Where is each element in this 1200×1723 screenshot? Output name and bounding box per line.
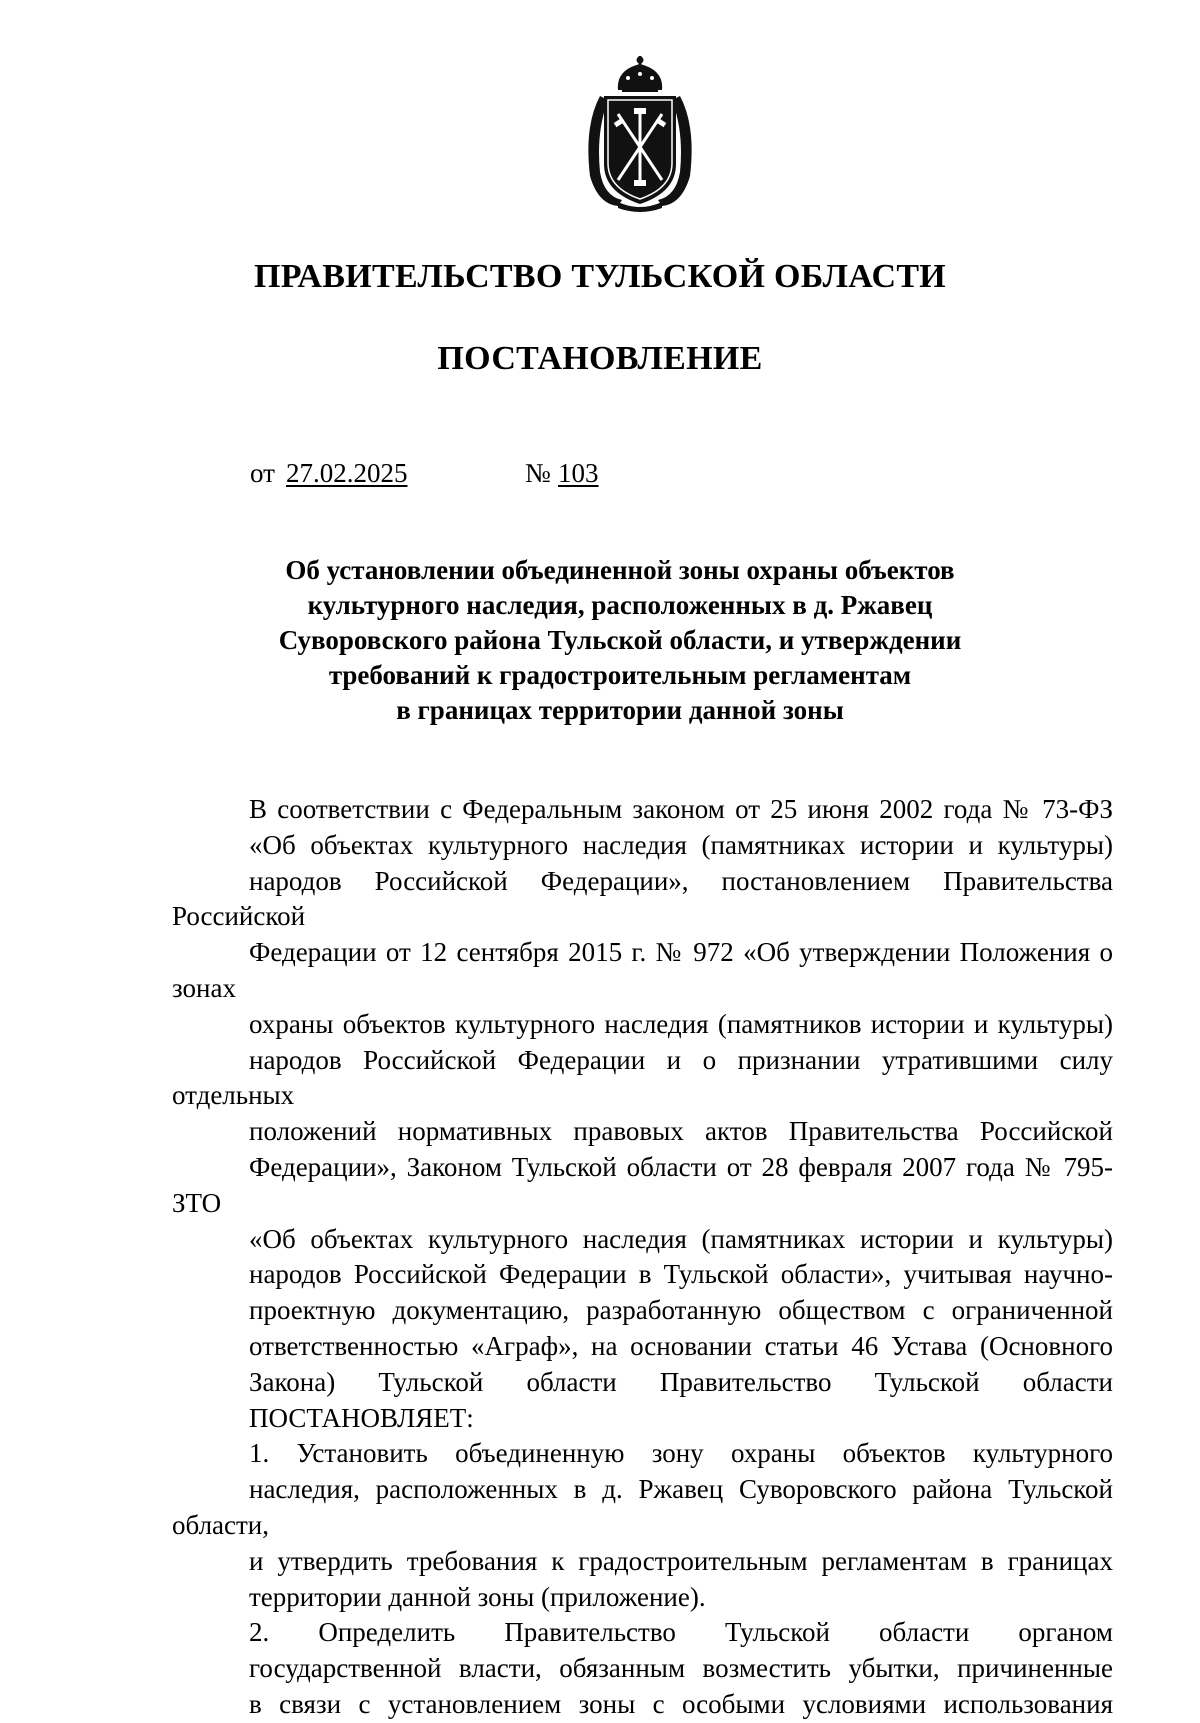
text-line: народов Российской Федерации и о признании утратившими силу отдельных <box>172 1044 1113 1111</box>
tula-coat-of-arms-icon <box>578 56 702 212</box>
item-2-paragraph <box>172 1615 1113 1722</box>
text-line: ПОСТАНОВЛЯЕТ: <box>249 1402 474 1433</box>
text-line: «Об объектах культурного наследия (памятниках истории и культуры) <box>249 829 1113 860</box>
item-1-paragraph <box>172 1436 1113 1615</box>
date-prefix: от <box>250 458 275 488</box>
text-line: 1. Установить объединенную зону охраны объектов культурного <box>249 1438 1113 1469</box>
text-line: В соответствии с Федеральным законом от 25 июня 2002 года № 73-ФЗ <box>249 794 1113 824</box>
text-line: проектную документацию, разработанную обществом с ограниченной <box>249 1295 1113 1326</box>
text-line: Федерации от 12 сентября 2015 г. № 972 «Об утверждении Положения о зонах <box>172 937 1113 1003</box>
title-line: в границах территории данной зоны <box>396 695 844 725</box>
title-line: требований к градостроительным регламентам <box>328 660 912 690</box>
document-title <box>230 553 1010 728</box>
preamble-paragraph <box>172 792 1113 1436</box>
text-line: народов Российской Федерации», постановлением Правительства Российской <box>172 865 1113 932</box>
text-line: в связи с установлением зоны с особыми условиями использования <box>249 1688 1113 1719</box>
title-line: Суворовского района Тульской области, и утверждении <box>278 625 962 655</box>
document-number: 103 <box>558 458 599 488</box>
title-line: культурного наследия, расположенных в д. Ржавец <box>307 590 933 620</box>
document-type: ПОСТАНОВЛЕНИЕ <box>437 340 763 377</box>
text-line: положений нормативных правовых актов Правительства Российской <box>249 1116 1113 1147</box>
text-line: наследия, расположенных в д. Ржавец Суворовского района Тульской области, <box>172 1474 1113 1540</box>
text-line: 2. Определить Правительство Тульской области органом <box>249 1617 1113 1648</box>
document-date: 27.02.2025 <box>286 458 408 488</box>
text-line: «Об объектах культурного наследия (памятниках истории и культуры) <box>249 1223 1113 1254</box>
organization-name: ПРАВИТЕЛЬСТВО ТУЛЬСКОЙ ОБЛАСТИ <box>253 258 947 295</box>
number-prefix: № <box>525 458 551 488</box>
text-line: государственной власти, обязанным возместить убытки, причиненные <box>249 1653 1113 1684</box>
title-line: Об установлении объединенной зоны охраны объектов <box>285 555 955 585</box>
text-line: народов Российской Федерации в Тульской области», учитывая научно- <box>249 1259 1113 1290</box>
text-line: Федерации», Законом Тульской области от 28 февраля 2007 года № 795-ЗТО <box>172 1151 1113 1218</box>
text-line: охраны объектов культурного наследия (памятников истории и культуры) <box>249 1008 1113 1039</box>
text-line: ответственностью «Аграф», на основании статьи 46 Устава (Основного <box>249 1330 1113 1361</box>
document-body <box>172 792 1113 1723</box>
text-line: территории данной зоны (приложение). <box>249 1581 706 1612</box>
text-line: Закона) Тульской области Правительство Тульской области <box>249 1366 1113 1397</box>
text-line: и утвердить требования к градостроительным регламентам в границах <box>249 1545 1113 1576</box>
